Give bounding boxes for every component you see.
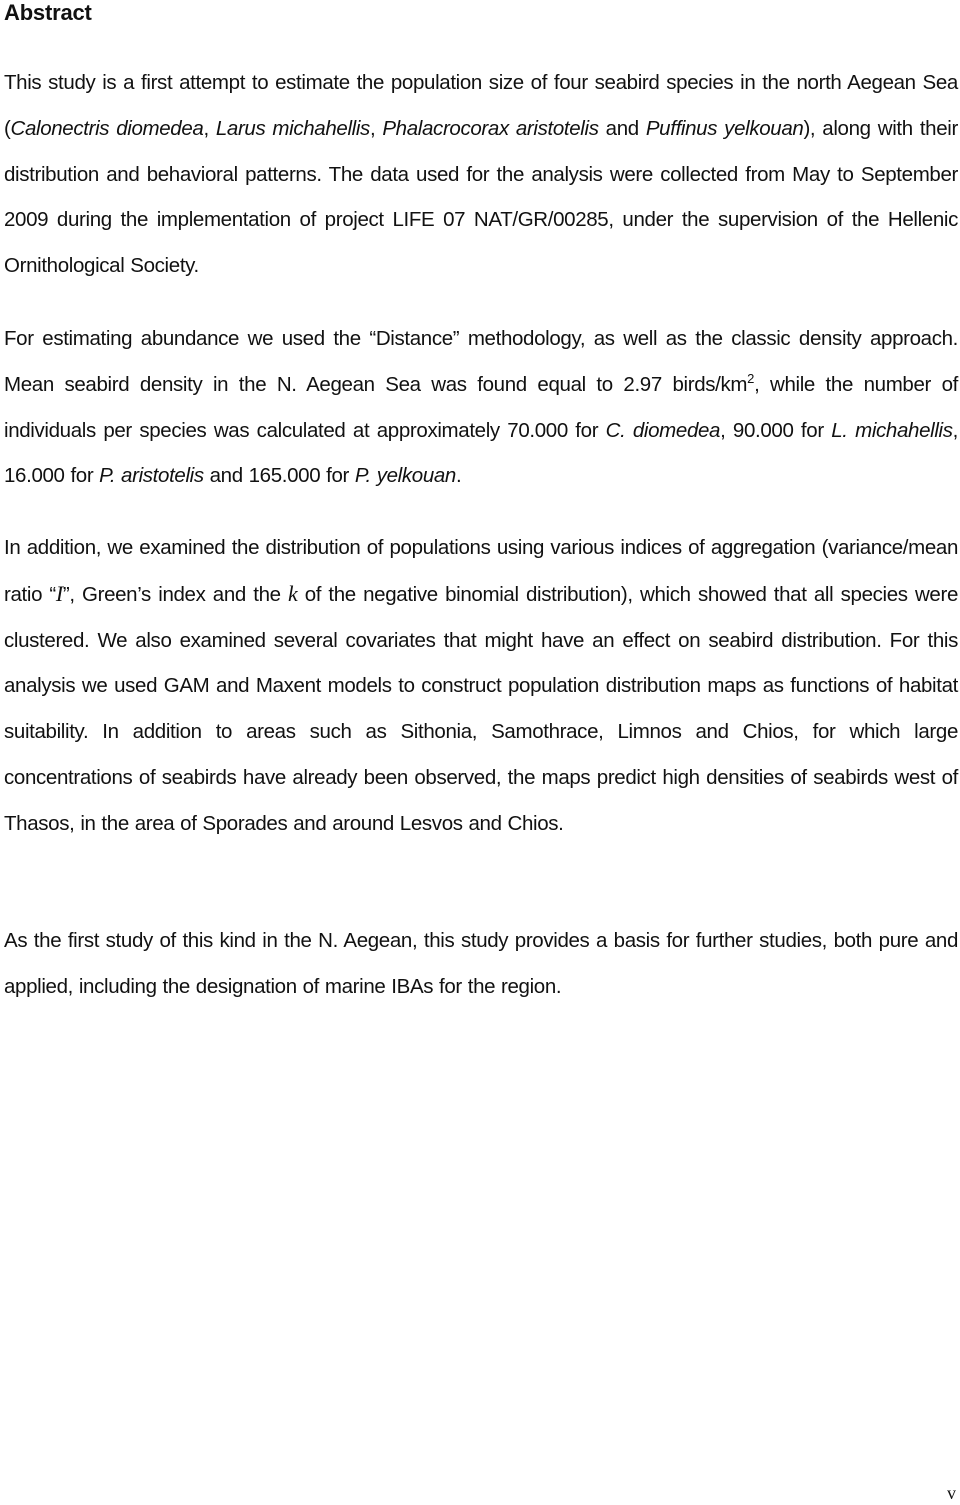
species-name: C. diomedea	[605, 418, 721, 442]
species-name: P. aristotelis	[99, 464, 204, 488]
text-run: , while the number of individuals per species was calculated at approximately 70.000 for	[4, 372, 958, 442]
page-number: v	[947, 1483, 956, 1503]
text-run: .	[455, 464, 462, 488]
math-symbol: I	[55, 580, 63, 606]
text-run: This study is a first attempt to estimate the population size of four seabird species in the north Aegean Sea (	[4, 71, 958, 140]
math-symbol: k	[287, 580, 298, 606]
text-run: ,	[369, 116, 383, 140]
abstract-paragraph-2	[4, 316, 958, 499]
abstract-paragraph-3	[4, 525, 958, 847]
species-name: L. michahellis	[831, 418, 953, 442]
text-run: In addition, we examined the distribution of populations using various indices of aggregation (variance/mean ratio “	[4, 536, 958, 606]
text-run: of the negative binomial distribution), which showed that all species were clustered. We also examined several covariates that might have an effect on seabird distribution. For this analysis we used GAM and Maxent models to construct population distribution maps as functions of habitat suitability. In addition to areas such as Sithonia, Samothrace, Limnos and Chios, for which large concentrations of seabirds have already been observed, the maps predict high densities of seabirds west of Thasos, in the area of Sporades and around Lesvos and Chios.	[4, 582, 958, 835]
species-name: Calonectris diomedea	[10, 116, 204, 140]
text-run: ,	[203, 116, 216, 140]
text-run: and 165.000 for	[203, 464, 355, 488]
species-name: Puffinus yelkouan	[645, 116, 804, 140]
text-run: , 90.000 for	[720, 418, 832, 442]
text-run: ”, Green’s index and the	[62, 582, 288, 606]
species-name: Phalacrocorax aristotelis	[382, 116, 599, 140]
species-name: P. yelkouan	[354, 464, 456, 488]
text-run: For estimating abundance we used the “Distance” methodology, as well as the classic density approach. Mean seabird density in the N. Aegean Sea was found equal to 2.97 birds/km	[4, 327, 958, 396]
text-run: and	[598, 116, 646, 140]
superscript: 2	[747, 370, 755, 386]
abstract-paragraph-1	[4, 60, 958, 289]
species-name: Larus michahellis	[215, 116, 370, 140]
text-run: , 16.000 for	[4, 418, 958, 488]
abstract-paragraph-4: As the first study of this kind in the N. Aegean, this study provides a basis for further studies, both pure and applied, including the designation of marine IBAs for the region.	[4, 929, 958, 998]
section-heading: Abstract	[4, 0, 92, 25]
text-run: ), along with their distribution and behavioral patterns. The data used for the analysis were collected from May to September 2009 during the implementation of project LIFE 07 NAT/GR/00285, under the supervision of the Hellenic Ornithological Society.	[4, 116, 958, 278]
